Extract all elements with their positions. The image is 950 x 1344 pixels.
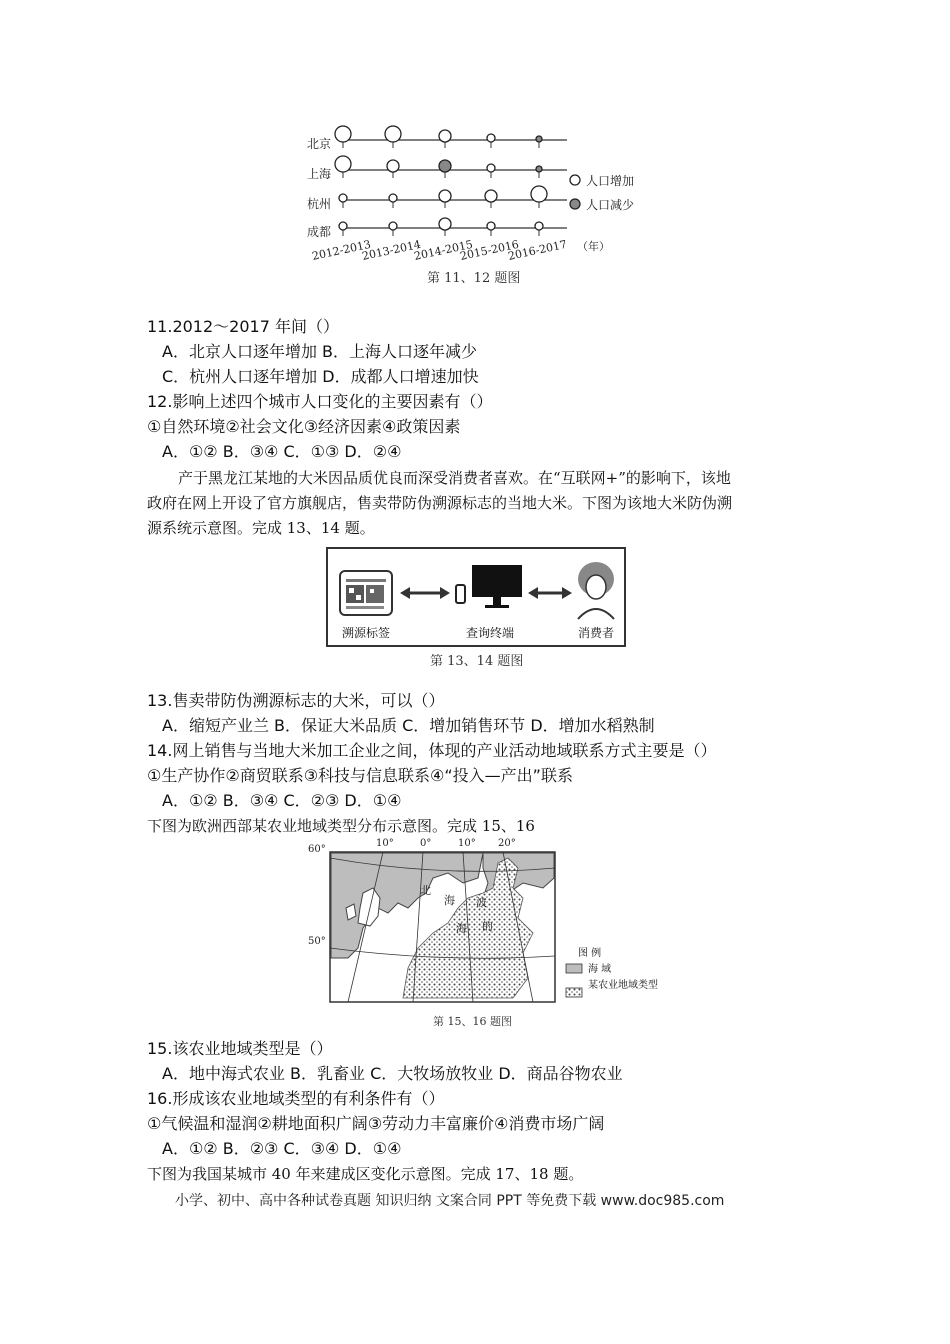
q12-stem: 12.影响上述四个城市人口变化的主要因素有（） <box>147 392 493 411</box>
population-dot <box>487 134 495 142</box>
year-tick-label: 2014-2015 <box>412 237 475 263</box>
q11-options-cd: C．杭州人口逐年增加 D．成都人口增速加快 <box>162 367 479 386</box>
q13-options: A．缩短产业兰 B．保证大米品质 C．增加销售环节 D．增加水稻熟制 <box>162 716 655 735</box>
label-trace-tag: 溯源标签 <box>341 626 391 640</box>
double-arrow-icon <box>528 587 572 599</box>
passage-city: 下图为我国某城市 40 年来建成区变化示意图。完成 17、18 题。 <box>147 1165 584 1183</box>
population-dot <box>389 222 397 230</box>
city-label: 北京 <box>307 137 332 151</box>
passage-rice-line2: 政府在网上开设了官方旗舰店，售卖带防伪溯源标志的当地大米。下图为该地大米防伪溯 <box>147 494 733 512</box>
legend-decrease-label: 人口减少 <box>586 198 635 212</box>
legend-sea: 海 域 <box>588 964 612 975</box>
passage-europe: 下图为欧洲西部某农业地域类型分布示意图。完成 15、16 <box>147 817 535 835</box>
population-dot <box>335 126 351 142</box>
population-dot <box>339 194 347 202</box>
longitude-label: 20° <box>498 838 516 849</box>
population-dot <box>536 136 542 142</box>
population-dot <box>335 156 351 172</box>
longitude-label: 10° <box>376 838 394 849</box>
legend-decrease-marker <box>570 199 580 209</box>
figure3-caption: 第 15、16 题图 <box>433 1015 512 1028</box>
legend-agriculture: 某农业地域类型 <box>588 980 658 991</box>
population-dot <box>485 190 497 202</box>
year-tick-label: 2013-2014 <box>360 237 423 263</box>
year-tick-label: 2012-2013 <box>310 237 373 263</box>
europe-map-figure <box>308 838 658 1013</box>
figure1-caption: 第 11、12 题图 <box>427 271 521 286</box>
sea-name-label: 北 <box>420 884 431 897</box>
q12-options: A．①② B．③④ C．①③ D．②④ <box>162 442 402 461</box>
label-query-terminal: 查询终端 <box>465 626 515 640</box>
population-dot <box>385 126 401 142</box>
q16-stem: 16.形成该农业地域类型的有利条件有（） <box>147 1089 445 1108</box>
population-dot <box>387 160 399 172</box>
population-dot <box>531 186 547 202</box>
q11-stem: 11.2012～2017 年间（） <box>147 317 339 336</box>
passage-rice-line1: 产于黑龙江某地的大米因品质优良而深受消费者喜欢。在“互联网+”的影响下，该地 <box>178 469 731 487</box>
q16-items: ①气候温和湿润②耕地面积广阔③劳动力丰富廉价④消费市场广阔 <box>147 1114 605 1133</box>
legend-increase-marker <box>570 175 580 185</box>
q11-options-ab: A．北京人口逐年增加 B．上海人口逐年减少 <box>162 342 478 361</box>
q15-stem: 15.该农业地域类型是（） <box>147 1039 333 1058</box>
legend-title: 图 例 <box>578 948 602 959</box>
population-dot <box>439 190 451 202</box>
city-label: 杭州 <box>307 197 332 211</box>
population-dot <box>487 164 495 172</box>
q16-options: A．①② B．②③ C．③④ D．①④ <box>162 1139 402 1158</box>
latitude-label: 60° <box>308 844 326 855</box>
population-dot <box>439 160 451 172</box>
sea-name-label: 海 <box>456 922 467 935</box>
year-tick-label: 2015-2016 <box>458 237 521 263</box>
population-dot <box>389 194 397 202</box>
longitude-label: 10° <box>458 838 476 849</box>
label-consumer: 消费者 <box>577 626 615 640</box>
q14-options: A．①② B．③④ C．②③ D．①④ <box>162 791 402 810</box>
population-dot <box>439 130 451 142</box>
q14-items: ①生产协作②商贸联系③科技与信息联系④“投入—产出”联系 <box>147 766 573 785</box>
year-unit-label: （年） <box>577 240 610 253</box>
map-legend <box>566 946 658 997</box>
latitude-label: 50° <box>308 936 326 947</box>
sea-name-label: 的 <box>482 920 493 933</box>
year-tick-label: 2016-2017 <box>506 237 569 263</box>
q13-stem: 13.售卖带防伪溯源标志的大米，可以（） <box>147 691 445 710</box>
population-dot <box>535 222 543 230</box>
longitude-label: 0° <box>420 838 432 849</box>
double-arrow-icon <box>400 587 450 599</box>
traceability-figure <box>326 547 626 647</box>
page-footer: 小学、初中、高中各种试卷真题 知识归纳 文案合同 PPT 等免费下载 www.doc985.com <box>175 1193 725 1209</box>
q14-stem: 14.网上销售与当地大米加工企业之间，体现的产业活动地域联系方式主要是（） <box>147 741 717 760</box>
q15-options: A．地中海式农业 B．乳畜业 C．大牧场放牧业 D．商品谷物农业 <box>162 1064 623 1083</box>
sea-name-label: 海 <box>444 894 455 907</box>
qr-tag-icon <box>340 571 392 615</box>
query-terminal-icon <box>456 565 522 608</box>
population-chart-figure <box>305 120 685 290</box>
city-label: 上海 <box>307 167 332 181</box>
population-dot <box>487 222 495 230</box>
sea-name-label: 波 <box>476 896 487 909</box>
figure2-caption: 第 13、14 题图 <box>430 654 524 669</box>
q12-items: ①自然环境②社会文化③经济因素④政策因素 <box>147 417 461 436</box>
population-chart <box>305 120 685 290</box>
city-label: 成都 <box>307 225 332 239</box>
population-dot <box>439 218 451 230</box>
legend-increase-label: 人口增加 <box>586 174 635 188</box>
population-dot <box>339 222 347 230</box>
passage-rice-line3: 源系统示意图。完成 13、14 题。 <box>147 519 375 537</box>
population-dot <box>536 166 542 172</box>
consumer-icon <box>578 562 614 619</box>
